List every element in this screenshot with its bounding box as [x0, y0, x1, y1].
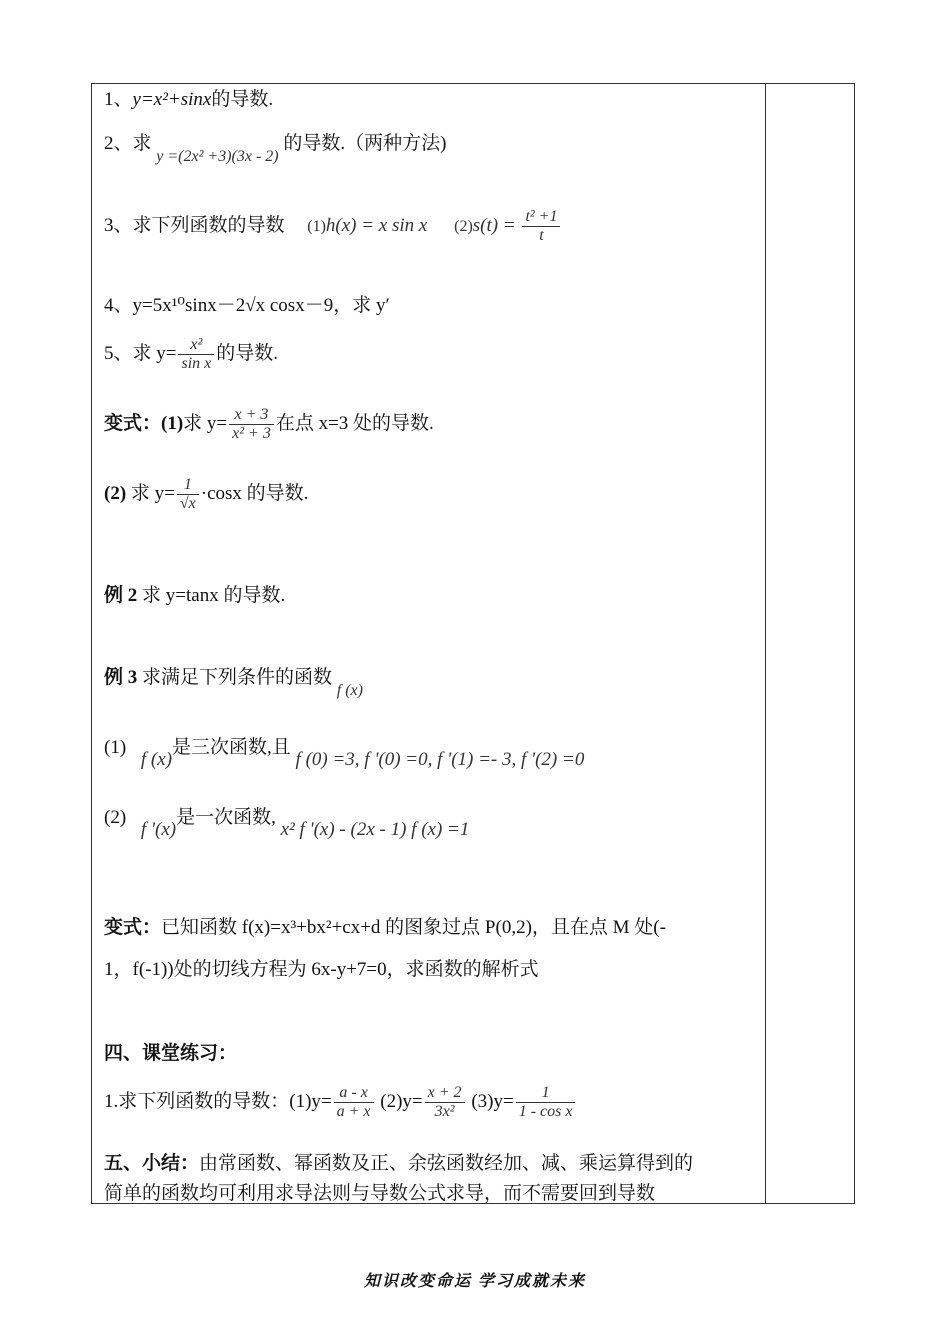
section-4-title: 四、课堂练习：	[104, 1043, 238, 1064]
example-3-condition-2: (2) f '(x)是一次函数, x² f '(x) - (2x - 1) f (x) =1	[104, 807, 470, 840]
variant-3-line-1: 变式：已知函数 f(x)=x³+bx²+cx+d 的图象过点 P(0,2)，且在点 M 处(-	[104, 917, 666, 938]
variant-1: 变式：(1)求 y= $\frac{x + 3}{\text{x² + 3}}$ 在点 x=3 处的导数.	[104, 406, 434, 442]
fraction-p2: $\frac{x + 2}{\text{3x²}}$	[425, 1084, 465, 1121]
item-1: 1、y=x²+sinx的导数.	[104, 89, 274, 110]
item-2: 2、求 $_{y =(2x^2 +3)(3x - 2)}$ 的导数.（两种方法)	[104, 133, 447, 165]
example-2: 例 2 求 y=tanx 的导数.	[104, 585, 286, 606]
summary-line-2: 简单的函数均可利用求导法则与导数公式求导，而不需要回到导数	[104, 1183, 656, 1204]
practice-1: 1.求下列函数的导数：(1)y= $\frac{a - x}{a + x}$ (2)y= $\frac{x + 2}{\text{3x²}}$ (3)y= $\frac{1}{\text{1 - cos x}}$	[104, 1084, 577, 1121]
item-5: 5、求 y= $\frac{\text{x²}}{\text{sin x}}$ 的导数.	[104, 336, 279, 372]
fraction-i5: $\frac{\text{x²}}{\text{sin x}}$	[178, 336, 214, 373]
example-3: 例 3 求满足下列条件的函数 $_{f (x)}$	[104, 667, 363, 699]
variant-3-line-2: 1，f(-1))处的切线方程为 6x-y+7=0，求函数的解析式	[104, 959, 539, 980]
variant-2: (2) 求 y= $\frac{1}{√x}$ ·cosx 的导数.	[104, 476, 309, 512]
fraction-p1: $\frac{a - x}{a + x}$	[334, 1084, 374, 1121]
fraction-v1: $\frac{x + 3}{\text{x² + 3}}$	[229, 406, 274, 443]
example-3-condition-1: (1) f (x)是三次函数,且 f (0) =3, f '(0) =0, f '(1) =- 3, f '(2) =0	[104, 737, 585, 770]
item-4: 4、y=5x¹⁰sinx－2√x cosx－9，求 y′	[104, 295, 390, 316]
page-footer: 知识改变命运 学习成就未来	[363, 1273, 586, 1290]
fraction-p3: $\frac{1}{\text{1 - cos x}}$	[516, 1084, 576, 1121]
item-3: 3、求下列函数的导数 (1)h(x) = x sin x (2)s(t) = $\frac{\text{t² +1}}{t}$	[104, 208, 562, 245]
column-divider	[765, 84, 766, 1203]
content-table	[91, 83, 855, 1204]
summary-line-1: 五、小结：由常函数、幂函数及正、余弦函数经加、减、乘运算得到的	[104, 1153, 694, 1174]
fraction-v2: $\frac{1}{√x}$	[177, 476, 199, 513]
fraction-s: $\frac{\text{t² +1}}{t}$	[522, 208, 560, 245]
